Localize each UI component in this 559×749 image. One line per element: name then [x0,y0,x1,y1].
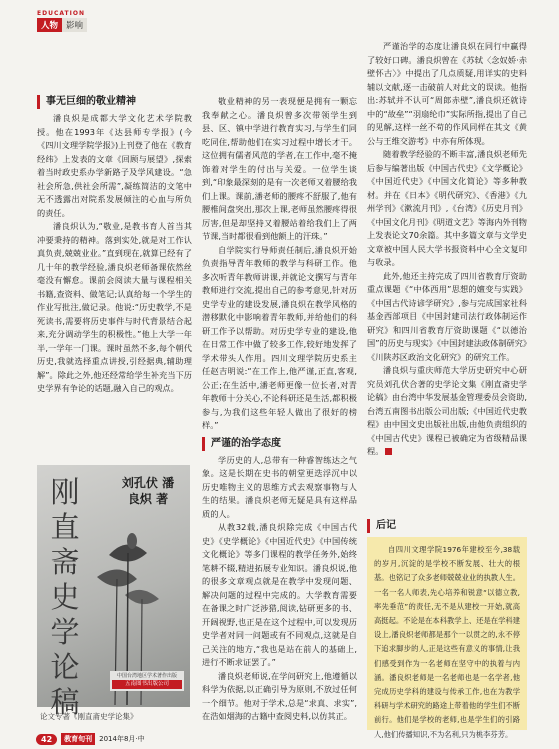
paragraph: 自学院实行导师责任制后,潘良炽开始负责指导青年教师的教学与科研工作。他多次听青年教师讲课,并就论文撰写与青年教师进行交流,提出自己的参考意见,针对历史学专业的建设发展,潘良炽在教学风格的潜移默化中影响着青年教师,并给他们的科研工作予以帮助。对历史学专业的建设,他在日常工作中做了较多工作,较好地发挥了学术带头人作用。四川文理学院历史系主任赵吉明说:“在工作上,他严谨,正直,客观,公正;在生活中,潘老师更像一位长者,对青年教师十分关心,不论科研还是生活,都积极参与,为我们这些年轻人做出了很好的榜样。” [202,244,357,430]
paragraph: 潘良炽老师说,在学问研究上,他遵循以科学为依据,以正确引导为原则,不放过任何一个细节。他对于学术,总是“求真、求实”,在浩如烟海的古籍中查阅史料,以仿其正。 [202,670,357,721]
paragraph: 随着教学经验的不断丰富,潘良炽老师先后参与编著出版《中国古代史》《文学概论》《中国近代史》《中国文化简论》等多种教材。并在《日本》《明代研究》、《香港》《九州学刊》《漱流月刊》,《台湾》《历史月刊》《中国文化月刊》《明道文艺》等海内外刊物上发表论文70余篇。其中多篇文章与文学史文章被中国人民大学书报资料中心全文复印与收录。 [367,149,527,267]
afterword-box [367,537,527,739]
section-label: 人物 [37,18,62,32]
column-2 [202,95,357,725]
publisher-line: 中国台湾地区学术著作出版 [116,673,177,679]
section-tabs [37,18,87,32]
column-3 [367,40,527,515]
paragraph: 敬业精神的另一表现便是拥有一颗忘我奉献之心。潘良炽曾多次带领学生到县、区、镇中学进行教育实习,与学生们同吃同住,帮助他们在实习过程中增长才干。这位拥有儒者风范的学者,在工作中,毫不掩饰着对学生的付出与关爱。一位学生谈到,“印象最深刻的是有一次老师又着腰给我们上课。课前,潘老师的腰疼不舒服了,他有腰椎间盘突出,那次上课,老师虽然腰疼得很厉害,但是却坚持又着腰站着给我们上了两节课,当时都很看到他额上的汗珠。” [202,96,357,241]
column-1 [37,95,192,460]
section-heading-afterword: 后记 [367,519,526,533]
paragraph: 潘良炽认为,“敬业,是教书育人首当其冲要秉持的精神。落到实处,就是对工作认真负责,兢兢业业。”直到现在,就算已经有了几十年的教学经验,潘良炽老师备课依然丝毫没有懈怠。课前会阅读大量与课程相关书籍,查资料、做笔记;认真给每一个学生的作业写批注,做记录。他说:“历史教学,不是死读书,需要将历史事件与时代背景结合起来,充分调动学生的积极性。”他上大学一年半,一学年一门课。课时虽然不多,每个朝代历史,我就选择重点讲授,引经据典,辅助理解”。除此之外,他还经常给学生补充当下历史学界有争论的话题,融入自己的观点。 [37,221,192,393]
education-label: EDUCATION [37,10,85,17]
afterword-text: 自四川文理学院1976年建校至今,38载的岁月,沉淀的是学校不断发展、壮大的根基。也铭记了众多老师兢兢业业的执教人生。一名一名人师表,先心培养和锐意“以德立教,率先垂范”的责任,无不是从建校一开始,就高高挺起。不论是在本科教学上、还是在学科建设上,潘良炽老师都是那个一以贯之的,永不停下追求脚步的人,正是这些有意义的事情,让我们感受到作为一名老师在坚守中的执着与内涵。潘良炽老师是一名老师也是一名学者,他完成历史学科的建设与传承工作,也在为教学科研与学术研究的路途上带着他的学生们不断前行。他们是学校的老师,也是学生们的引路人,他们传播知识,不为名利,只为桃李芬芳。 [374,545,520,739]
paragraph: 严谨治学的态度让潘良炽在同行中赢得了较好口碑。潘良炽曾在《苏轼〈念奴娇·赤壁怀古〉》中提出了几点质疑,用详实的史料辅以文献,逐一击破前人对此文的误读。他指出:苏轼并不认可“周郎赤壁”,潘良炽还就诗中的“故垒”“羽扇纶巾”实际所指,提出了自己的见解,这样一丝不苟的作风同样在其文《黄公与王维交游考》中亦有所体现。 [367,41,527,146]
paragraph-text: 潘良炽与重庆师范大学历史研究中心研究员刘孔伏合著的史学论文集《刚直斋史学论稿》由台湾中华发展基金管理委员会资助,台湾五南图书出版公司出版;《中国近代史教程》由中国文史出版社出版,由他负责组织的《中国古代史》课程已被确定为省级精品课程。 [367,365,527,456]
section-brand [37,10,87,32]
cover-title: 刚直斋史学论稿 [50,475,80,719]
cover-publisher [110,671,184,691]
section-heading-scholarship: 严谨的治学态度 [202,437,357,451]
paragraph: 潘良炽是成都大学文化艺术学院教授。他在1993年《达县师专学报》(今《四川文理学院学报》)上刊登了他在《教育经纬》上发表的文章《回顾与展望》,探索着当时政史系办学新路子及学风建设。“急社会所急,供社会所需”,凝练简洁的文笔中无不透露出对院系发展倾注的心血与所负的责任。 [37,113,192,218]
end-mark-icon [385,448,392,455]
paragraph: 此外,他还主持完成了四川省教育厅资助重点课题《“中体西用”思想的嬗变与实践》《中国古代诗谚学研究》,参与完成国家社科基金西部项目《中国封建司法行政体制运作研究》和四川省教育厅资助课题《“以德治国”的历史与现实》《中国封建法政体制研究》《川陕苏区政治文化研究》的研究工作。 [367,270,527,362]
image-caption: 论文专著《刚直斋史学论集》 [40,712,138,721]
section-sublabel: 影响 [62,18,87,32]
cover-author: 刘孔伏 潘良炽 著 [121,476,175,506]
section-heading-dedication: 事无巨细的敬业精神 [37,95,192,109]
paragraph [367,364,527,459]
page-footer [36,733,145,745]
paragraph: 从教32载,潘良炽除完成《中国古代史》《史学概论》《中国近代史》《中国传统文化概论》等多门课程的教学任务外,始终笔耕不辍,精进拓展专业知识。潘良炽说,他的很多文章观点就是在教学中发现问题、解决问题的过程中完成的。大学教育需要在备课之时广泛涉猎,阅读,钻研更多的书、开阔视野,也正是在这个过程中,可以发现历史学者对同一问题或有不同观点,这就是自己关注的地方,“我也是站在前人的基础上,进行不断求证罢了。” [202,522,357,667]
paragraph: 学历史的人,总带有一种睿智练达之气象。这是长期在史书的朝堂更迭浮沉中以历史唯物主义的思维方式去观察事物与人生的结果。潘良炽老师无疑是具有这样品质的人。 [202,454,357,519]
publisher-name: 五南图书出版公司 [112,680,182,689]
magazine-name: 教育旬刊 [61,733,95,745]
page-number: 42 [36,734,57,745]
issue-date: 2014年8月·中 [99,735,145,743]
